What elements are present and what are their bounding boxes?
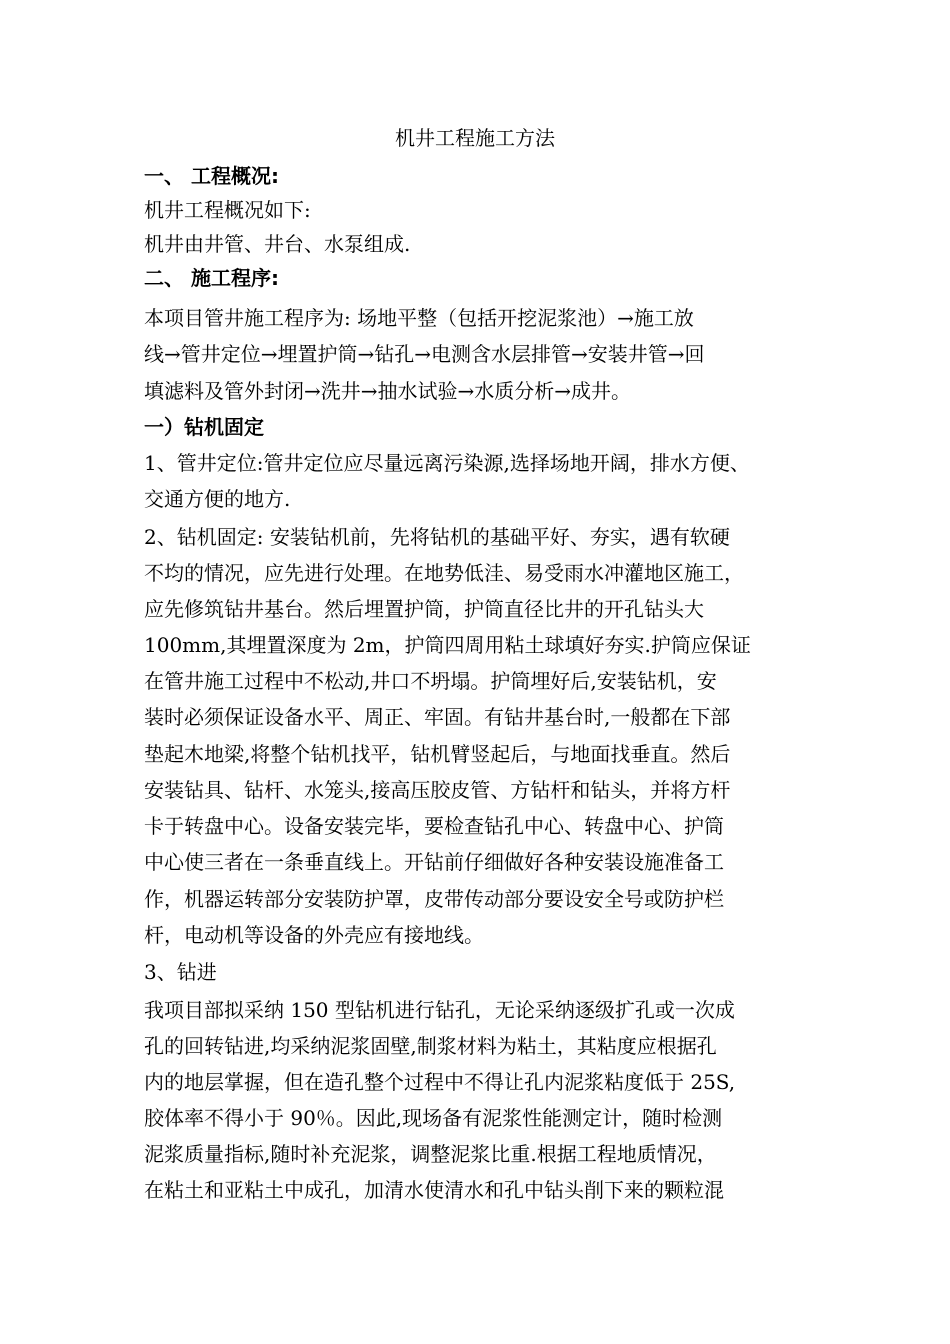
text-line: 作，机器运转部分安装防护罩，皮带传动部分要设安全号或防护栏	[144, 887, 724, 911]
text-line: 安装钻具、钻杆、水笼头,接高压胶皮管、方钻杆和钻头，并将方杆	[144, 778, 731, 802]
text-line: 3、钻进	[144, 960, 217, 984]
text-line: 中心使三者在一条垂直线上。开钻前仔细做好各种安装设施准备工	[144, 850, 724, 874]
text-line: 装时必须保证设备水平、周正、牢固。有钻井基台时,一般都在下部	[144, 705, 731, 729]
text-line: 机井工程概况如下:	[144, 198, 311, 222]
text-line: 100mm,其埋置深度为 2m，护筒四周用粘土球填好夯实.护筒应保证	[144, 633, 751, 657]
text-line: 在粘土和亚粘土中成孔，加清水使清水和孔中钻头削下来的颗粒混	[144, 1178, 724, 1202]
text-line: 卡于转盘中心。设备安装完毕，要检查钻孔中心、转盘中心、护筒	[144, 814, 724, 838]
section-heading: 一）钻机固定	[144, 415, 264, 439]
text-line: 不均的情况，应先进行处理。在地势低洼、易受雨水冲灌地区施工，	[144, 561, 744, 585]
text-line: 泥浆质量指标,随时补充泥浆，调整泥浆比重.根据工程地质情况，	[144, 1142, 717, 1166]
text-line: 杆，电动机等设备的外壳应有接地线。	[144, 923, 484, 947]
text-line: 2、钻机固定: 安装钻机前，先将钻机的基础平好、夯实，遇有软硬	[144, 525, 730, 549]
document-title: 机井工程施工方法	[395, 126, 555, 150]
text-line: 垫起木地梁,将整个钻机找平，钻机臂竖起后，与地面找垂直。然后	[144, 742, 731, 766]
text-line: 填滤料及管外封闭→洗井→抽水试验→水质分析→成井。	[144, 379, 632, 403]
section-heading: 二、 施工程序:	[144, 266, 279, 290]
text-line: 我项目部拟采纳 150 型钻机进行钻孔，无论采纳逐级扩孔或一次成	[144, 998, 735, 1022]
text-line: 内的地层掌握，但在造孔整个过程中不得让孔内泥浆粘度低于 25S,	[144, 1070, 736, 1094]
text-line: 交通方便的地方.	[144, 487, 291, 511]
text-line: 应先修筑钻井基台。然后埋置护筒，护筒直径比井的开孔钻头大	[144, 597, 704, 621]
text-line: 胶体率不得小于 90％。因此,现场备有泥浆性能测定计，随时检测	[144, 1106, 723, 1130]
text-line: 机井由井管、井台、水泵组成.	[144, 232, 411, 256]
text-line: 本项目管井施工程序为: 场地平整（包括开挖泥浆池）→施工放	[144, 306, 694, 330]
text-line: 1、管井定位:管井定位应尽量远离污染源,选择场地开阔，排水方便、	[144, 451, 750, 475]
section-heading: 一、 工程概况:	[144, 164, 279, 188]
text-line: 线→管井定位→埋置护筒→钻孔→电测含水层排管→安装井管→回	[144, 342, 705, 366]
text-line: 在管井施工过程中不松动,井口不坍塌。护筒埋好后,安装钻机，安	[144, 669, 717, 693]
text-line: 孔的回转钻进,均采纳泥浆固壁,制浆材料为粘土，其粘度应根据孔	[144, 1034, 717, 1058]
